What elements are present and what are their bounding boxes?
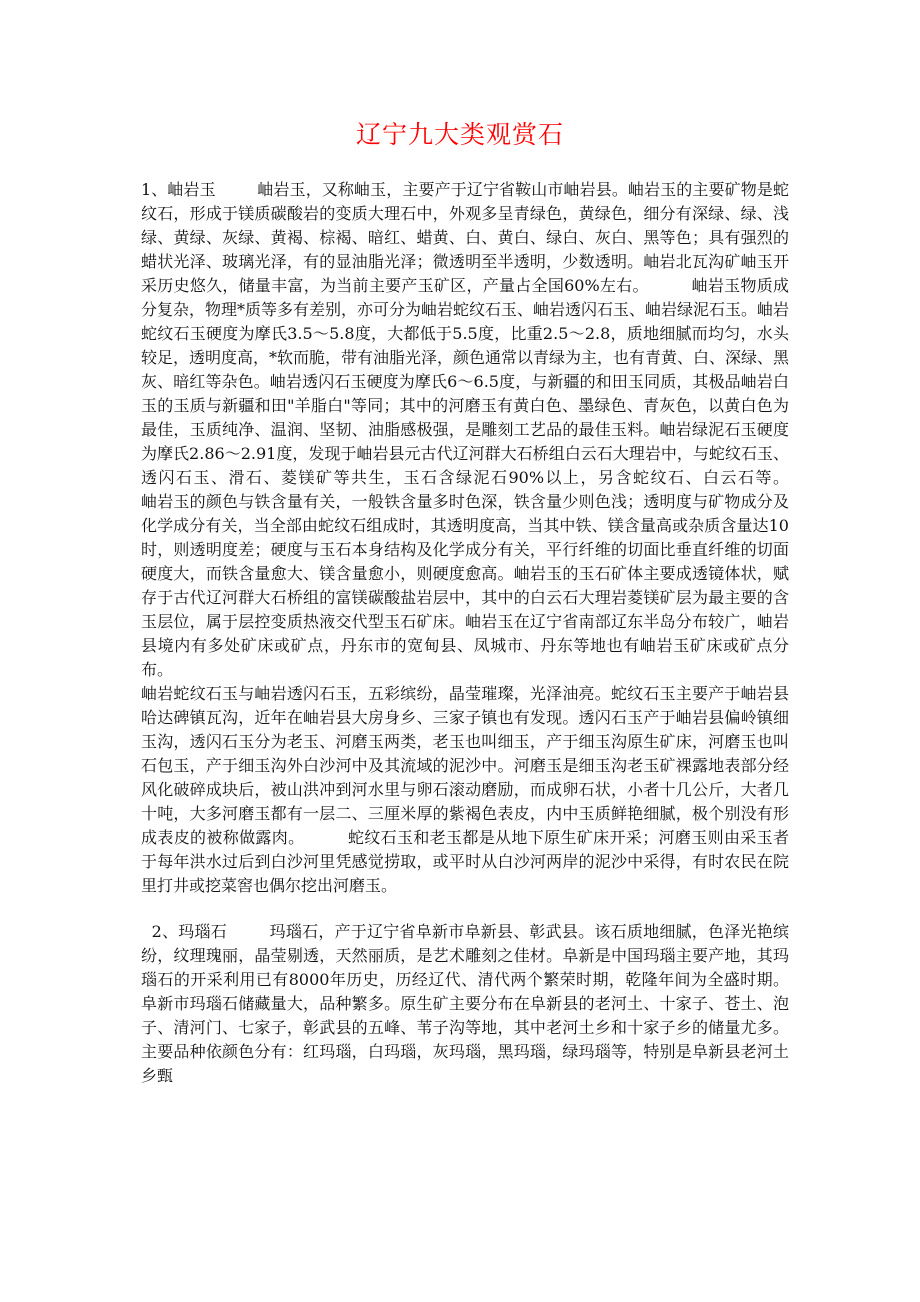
paragraph-spacer	[141, 898, 789, 920]
document-title: 辽宁九大类观赏石	[355, 120, 564, 149]
paragraph-xiuyan-jade: 1、岫岩玉 岫岩玉，又称岫玉，主要产于辽宁省鞍山市岫岩县。岫岩玉的主要矿物是蛇纹石，形成于镁质碳酸岩的变质大理石中，外观多呈青绿色，黄绿色，细分有深绿、绿、浅绿、黄绿、灰绿、黄褐、棕褐、暗红、蜡黄、白、黄白、绿白、灰白、黑等色；具有强烈的蜡状光泽、玻璃光泽，有的显油脂光泽；微透明至半透明，少数透明。岫岩北瓦沟矿岫玉开采历史悠久，储量丰富，为当前主要产玉矿区，产量占全国60%左右。 岫岩玉物质成分复杂，物理*质等多有差别，亦可分为岫岩蛇纹石玉、岫岩透闪石玉、岫岩绿泥石玉。岫岩蛇纹石玉硬度为摩氏3.5～5.8度，大都低于5.5度，比重2.5～2.8，质地细腻而均匀，水头较足，透明度高，*软而脆，带有油脂光泽，颜色通常以青绿为主，也有青黄、白、深绿、黑灰、暗红等杂色。岫岩透闪石玉硬度为摩氏6～6.5度，与新疆的和田玉同质，其极品岫岩白玉的玉质与新疆和田"羊脂白"等同；其中的河磨玉有黄白色、墨绿色、青灰色，以黄白色为最佳，玉质纯净、温润、坚韧、油脂感极强，是雕刻工艺品的最佳玉料。岫岩绿泥石玉硬度为摩氏2.86～2.91度，发现于岫岩县元古代辽河群大石桥组白云石大理岩中，与蛇纹石玉、透闪石玉、滑石、菱镁矿等共生，玉石含绿泥石90%以上，另含蛇纹石、白云石等。 岫岩玉的颜色与铁含量有关，一般铁含量多时色深，铁含量少则色浅；透明度与矿物成分及化学成分有关，当全部由蛇纹石组成时，其透明度高，当其中铁、镁含量高或杂质含量达10时，则透明度差；硬度与玉石本身结构及化学成分有关，平行纤维的切面比垂直纤维的切面硬度大，而铁含量愈大、镁含量愈小，则硬度愈高。岫岩玉的玉石矿体主要成透镜体状，赋存于古代辽河群大石桥组的富镁碳酸盐岩层中，其中的白云石大理岩菱镁矿层为最主要的含玉层位，属于层控变质热液交代型玉石矿床。岫岩玉在辽宁省南部辽东半岛分布较广，岫岩县境内有多处矿床或矿点，丹东市的宽甸县、凤城市、丹东等地也有岫岩玉矿床或矿点分布。	[141, 180, 830, 679]
paragraph-agate: 2、玛瑙石 玛瑙石，产于辽宁省阜新市阜新县、彰武县。该石质地细腻，色泽光艳缤纷，纹理瑰丽，晶莹剔透，天然丽质，是艺术雕刻之佳材。阜新是中国玛瑙主要产地，其玛瑙石的开采利用已有8000年历史，历经辽代、清代两个繁荣时期，乾隆年间为全盛时期。 阜新市玛瑙石储藏量大，品种繁多。原生矿主要分布在阜新县的老河土、十家子、苍土、泡子、清河门、七家子，彰武县的五峰、苇子沟等地，其中老河土乡和十家子乡的储量尤多。主要品种依颜色分有：红玛瑙，白玛瑙，灰玛瑙，黑玛瑙，绿玛瑙等，特别是阜新县老河土乡甄	[141, 922, 830, 1085]
document-body	[141, 178, 830, 1088]
paragraph-xiuyan-jade-varieties: 岫岩蛇纹石玉与岫岩透闪石玉，五彩缤纷，晶莹璀璨，光泽油亮。蛇纹石玉主要产于岫岩县哈达碑镇瓦沟，近年在岫岩县大房身乡、三家子镇也有发现。透闪石玉产于岫岩县偏岭镇细玉沟，透闪石玉分为老玉、河磨玉两类，老玉也叫细玉，产于细玉沟原生矿床，河磨玉也叫石包玉，产于细玉沟外白沙河中及其流域的泥沙中。河磨玉是细玉沟老玉矿裸露地表部分经风化破碎成块后，被山洪冲到河水里与卵石滚动磨励，而成卵石状，小者十几公斤，大者几十吨，大多河磨玉都有一层二、三厘米厚的紫褐色表皮，内中玉质鲜艳细腻，极个别没有形成表皮的被称做露肉。 蛇纹石玉和老玉都是从地下原生矿床开采；河磨玉则由采玉者于每年洪水过后到白沙河里凭感觉捞取，或平时从白沙河两岸的泥沙中采得，有时农民在院里打井或挖菜窖也偶尔挖出河磨玉。	[141, 684, 789, 895]
